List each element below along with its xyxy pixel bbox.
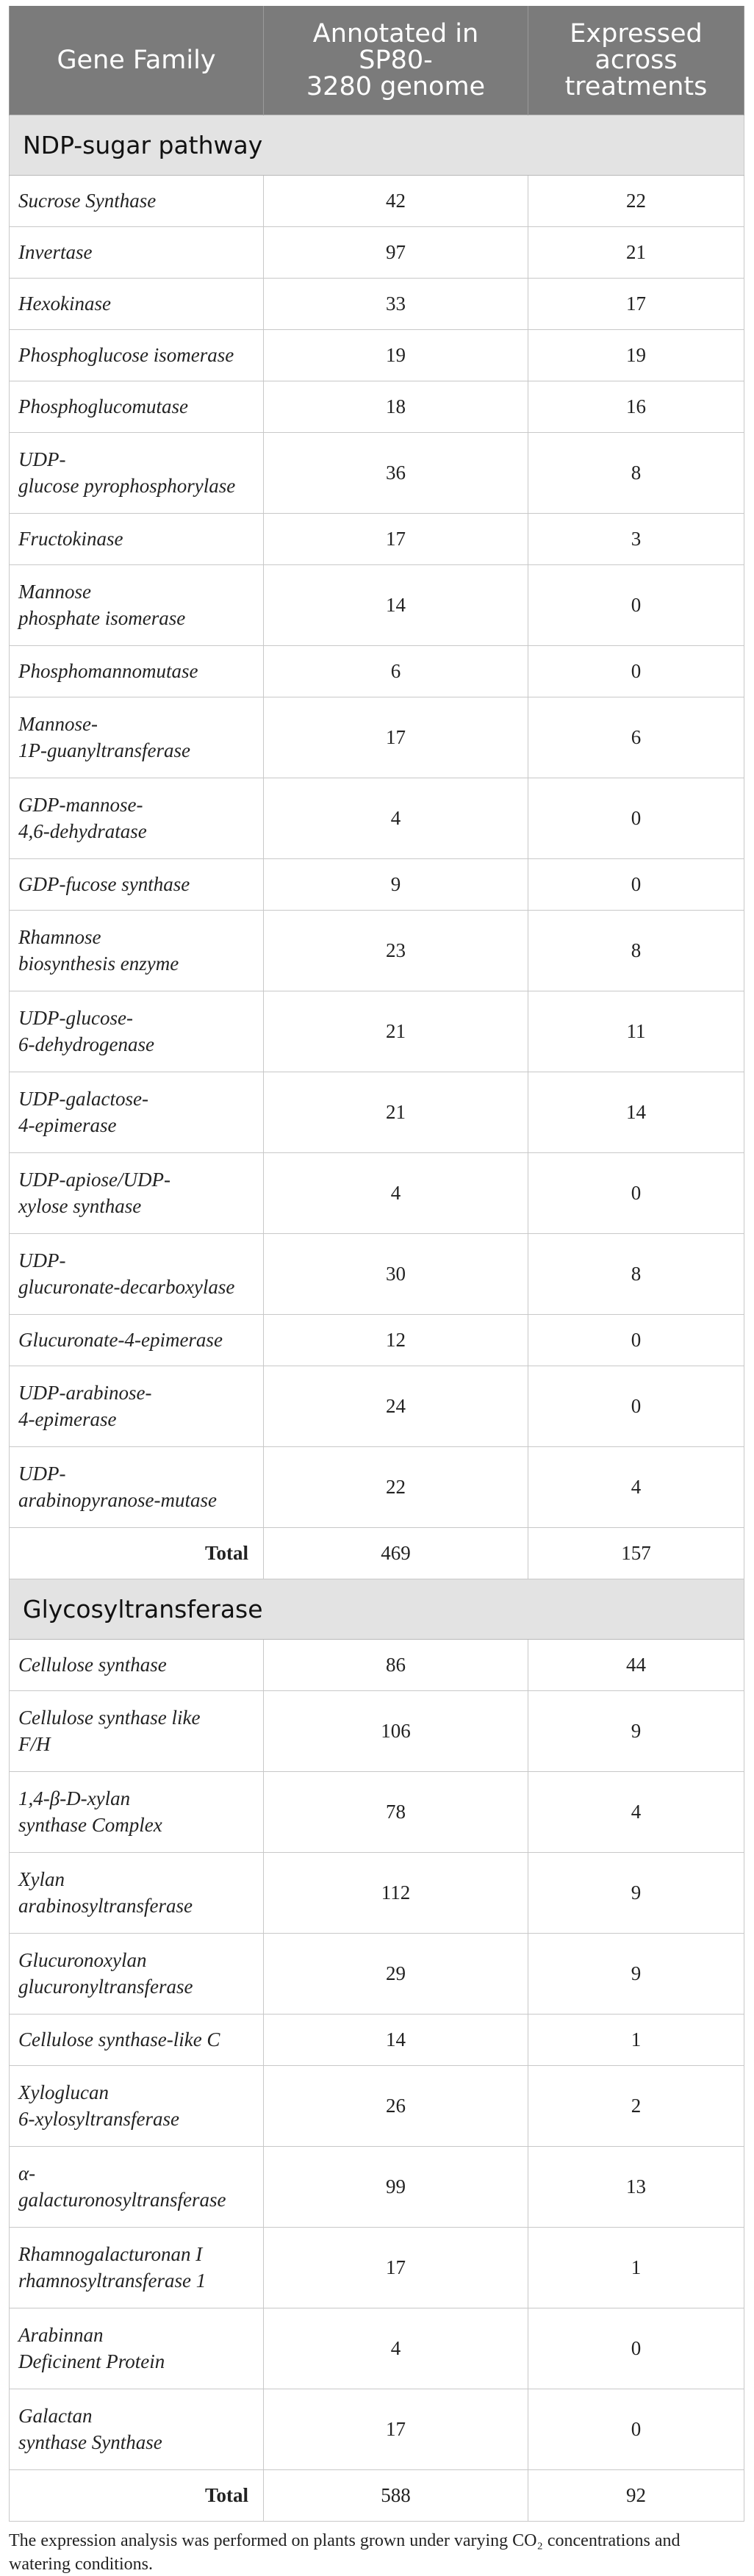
total-annotated: 588 (264, 2469, 528, 2521)
table-row (10, 1639, 744, 1690)
expressed-count: 8 (528, 432, 744, 513)
annotated-count: 14 (264, 2014, 528, 2065)
gene-family-name: Sucrose Synthase (10, 175, 264, 226)
gene-family-name: Glucuronate-4-epimerase (10, 1314, 264, 1366)
expressed-count: 1 (528, 2014, 744, 2065)
total-label: Total (10, 1527, 264, 1579)
gene-family-name: Mannose- 1P-guanyltransferase (10, 697, 264, 778)
expressed-count: 3 (528, 513, 744, 564)
gene-family-name: Fructokinase (10, 513, 264, 564)
expressed-count: 9 (528, 1933, 744, 2014)
gene-family-name: Arabinnan Deficinent Protein (10, 2308, 264, 2389)
gene-family-name: UDP-apiose/UDP- xylose synthase (10, 1152, 264, 1233)
section-header-row (10, 115, 744, 175)
gene-family-name: Cellulose synthase (10, 1639, 264, 1690)
gene-family-name: UDP-galactose- 4-epimerase (10, 1072, 264, 1152)
expressed-count: 8 (528, 1233, 744, 1314)
table-row (10, 991, 744, 1072)
gene-family-name: GDP-fucose synthase (10, 858, 264, 910)
annotated-count: 26 (264, 2065, 528, 2146)
gene-family-name: Xyloglucan 6-xylosyltransferase (10, 2065, 264, 2146)
expressed-count: 6 (528, 697, 744, 778)
annotated-count: 21 (264, 1072, 528, 1152)
annotated-count: 106 (264, 1690, 528, 1771)
header-expressed: Expressed across treatments (528, 6, 744, 115)
header-gene-family: Gene Family (10, 6, 264, 115)
section-header-row (10, 1579, 744, 1639)
table-row (10, 910, 744, 991)
annotated-count: 17 (264, 2389, 528, 2469)
annotated-count: 21 (264, 991, 528, 1072)
gene-family-table (9, 6, 744, 2522)
expressed-count: 2 (528, 2065, 744, 2146)
annotated-count: 29 (264, 1933, 528, 2014)
gene-family-name: Galactan synthase Synthase (10, 2389, 264, 2469)
total-expressed: 157 (528, 1527, 744, 1579)
table-row (10, 381, 744, 432)
table-row (10, 2389, 744, 2469)
annotated-count: 17 (264, 2227, 528, 2308)
gene-family-name: Cellulose synthase-like C (10, 2014, 264, 2065)
table-row (10, 1233, 744, 1314)
gene-family-name: UDP-glucose- 6-dehydrogenase (10, 991, 264, 1072)
expressed-count: 1 (528, 2227, 744, 2308)
gene-family-name: 1,4-β-D-xylan synthase Complex (10, 1771, 264, 1852)
table-body (10, 115, 744, 2521)
expressed-count: 11 (528, 991, 744, 1072)
expressed-count: 4 (528, 1446, 744, 1527)
gene-family-name: Hexokinase (10, 278, 264, 329)
gene-family-name: Phosphoglucomutase (10, 381, 264, 432)
expressed-count: 0 (528, 778, 744, 858)
expressed-count: 0 (528, 858, 744, 910)
gene-family-name: UDP-arabinose- 4-epimerase (10, 1366, 264, 1446)
table-row (10, 175, 744, 226)
total-row (10, 1527, 744, 1579)
table-row (10, 432, 744, 513)
expressed-count: 0 (528, 1366, 744, 1446)
header-annotated: Annotated in SP80- 3280 genome (264, 6, 528, 115)
annotated-count: 22 (264, 1446, 528, 1527)
expressed-count: 13 (528, 2146, 744, 2227)
expressed-count: 16 (528, 381, 744, 432)
gene-family-name: Invertase (10, 226, 264, 278)
table-row (10, 1690, 744, 1771)
annotated-count: 9 (264, 858, 528, 910)
expressed-count: 17 (528, 278, 744, 329)
expressed-count: 9 (528, 1690, 744, 1771)
total-row (10, 2469, 744, 2521)
section-title: NDP-sugar pathway (10, 115, 744, 175)
total-annotated: 469 (264, 1527, 528, 1579)
table-row (10, 645, 744, 697)
table-row (10, 2065, 744, 2146)
gene-family-name: Xylan arabinosyltransferase (10, 1852, 264, 1933)
table-row (10, 1446, 744, 1527)
annotated-count: 42 (264, 175, 528, 226)
gene-family-name: Phosphomannomutase (10, 645, 264, 697)
annotated-count: 99 (264, 2146, 528, 2227)
table-row (10, 278, 744, 329)
table-row (10, 2146, 744, 2227)
table-footnote: The expression analysis was performed on plants grown under varying CO₂ concentrations and watering conditions. (9, 2530, 681, 2574)
table-row (10, 2227, 744, 2308)
annotated-count: 6 (264, 645, 528, 697)
annotated-count: 18 (264, 381, 528, 432)
table-row (10, 2308, 744, 2389)
expressed-count: 0 (528, 2389, 744, 2469)
gene-family-name: α- galacturonosyltransferase (10, 2146, 264, 2227)
expressed-count: 0 (528, 2308, 744, 2389)
expressed-count: 21 (528, 226, 744, 278)
table-row (10, 329, 744, 381)
gene-family-name: Phosphoglucose isomerase (10, 329, 264, 381)
expressed-count: 0 (528, 1314, 744, 1366)
gene-family-name: Cellulose synthase like F/H (10, 1690, 264, 1771)
table-row (10, 1366, 744, 1446)
annotated-count: 19 (264, 329, 528, 381)
table-row (10, 1072, 744, 1152)
table-row (10, 2014, 744, 2065)
expressed-count: 22 (528, 175, 744, 226)
table-row (10, 1852, 744, 1933)
gene-family-name: GDP-mannose- 4,6-dehydratase (10, 778, 264, 858)
table-row (10, 1152, 744, 1233)
section-title: Glycosyltransferase (10, 1579, 744, 1639)
gene-family-name: Rhamnose biosynthesis enzyme (10, 910, 264, 991)
annotated-count: 12 (264, 1314, 528, 1366)
table-row (10, 1314, 744, 1366)
expressed-count: 8 (528, 910, 744, 991)
annotated-count: 17 (264, 513, 528, 564)
annotated-count: 97 (264, 226, 528, 278)
annotated-count: 36 (264, 432, 528, 513)
gene-family-name: UDP- arabinopyranose-mutase (10, 1446, 264, 1527)
expressed-count: 9 (528, 1852, 744, 1933)
annotated-count: 112 (264, 1852, 528, 1933)
table-row (10, 1771, 744, 1852)
annotated-count: 23 (264, 910, 528, 991)
table-row (10, 778, 744, 858)
table-row (10, 858, 744, 910)
annotated-count: 17 (264, 697, 528, 778)
total-expressed: 92 (528, 2469, 744, 2521)
annotated-count: 14 (264, 564, 528, 645)
annotated-count: 24 (264, 1366, 528, 1446)
expressed-count: 44 (528, 1639, 744, 1690)
expressed-count: 4 (528, 1771, 744, 1852)
annotated-count: 33 (264, 278, 528, 329)
gene-family-name: UDP- glucose pyrophosphorylase (10, 432, 264, 513)
expressed-count: 19 (528, 329, 744, 381)
table-row (10, 226, 744, 278)
annotated-count: 4 (264, 778, 528, 858)
table-row (10, 513, 744, 564)
table-row (10, 1933, 744, 2014)
total-label: Total (10, 2469, 264, 2521)
expressed-count: 0 (528, 564, 744, 645)
annotated-count: 4 (264, 1152, 528, 1233)
annotated-count: 4 (264, 2308, 528, 2389)
expressed-count: 0 (528, 645, 744, 697)
annotated-count: 78 (264, 1771, 528, 1852)
gene-family-name: Glucuronoxylan glucuronyltransferase (10, 1933, 264, 2014)
annotated-count: 30 (264, 1233, 528, 1314)
gene-family-name: UDP- glucuronate-decarboxylase (10, 1233, 264, 1314)
expressed-count: 0 (528, 1152, 744, 1233)
table-row (10, 564, 744, 645)
table-row (10, 697, 744, 778)
gene-family-name: Rhamnogalacturonan I rhamnosyltransferase 1 (10, 2227, 264, 2308)
header-row (10, 6, 744, 115)
expressed-count: 14 (528, 1072, 744, 1152)
gene-family-name: Mannose phosphate isomerase (10, 564, 264, 645)
annotated-count: 86 (264, 1639, 528, 1690)
